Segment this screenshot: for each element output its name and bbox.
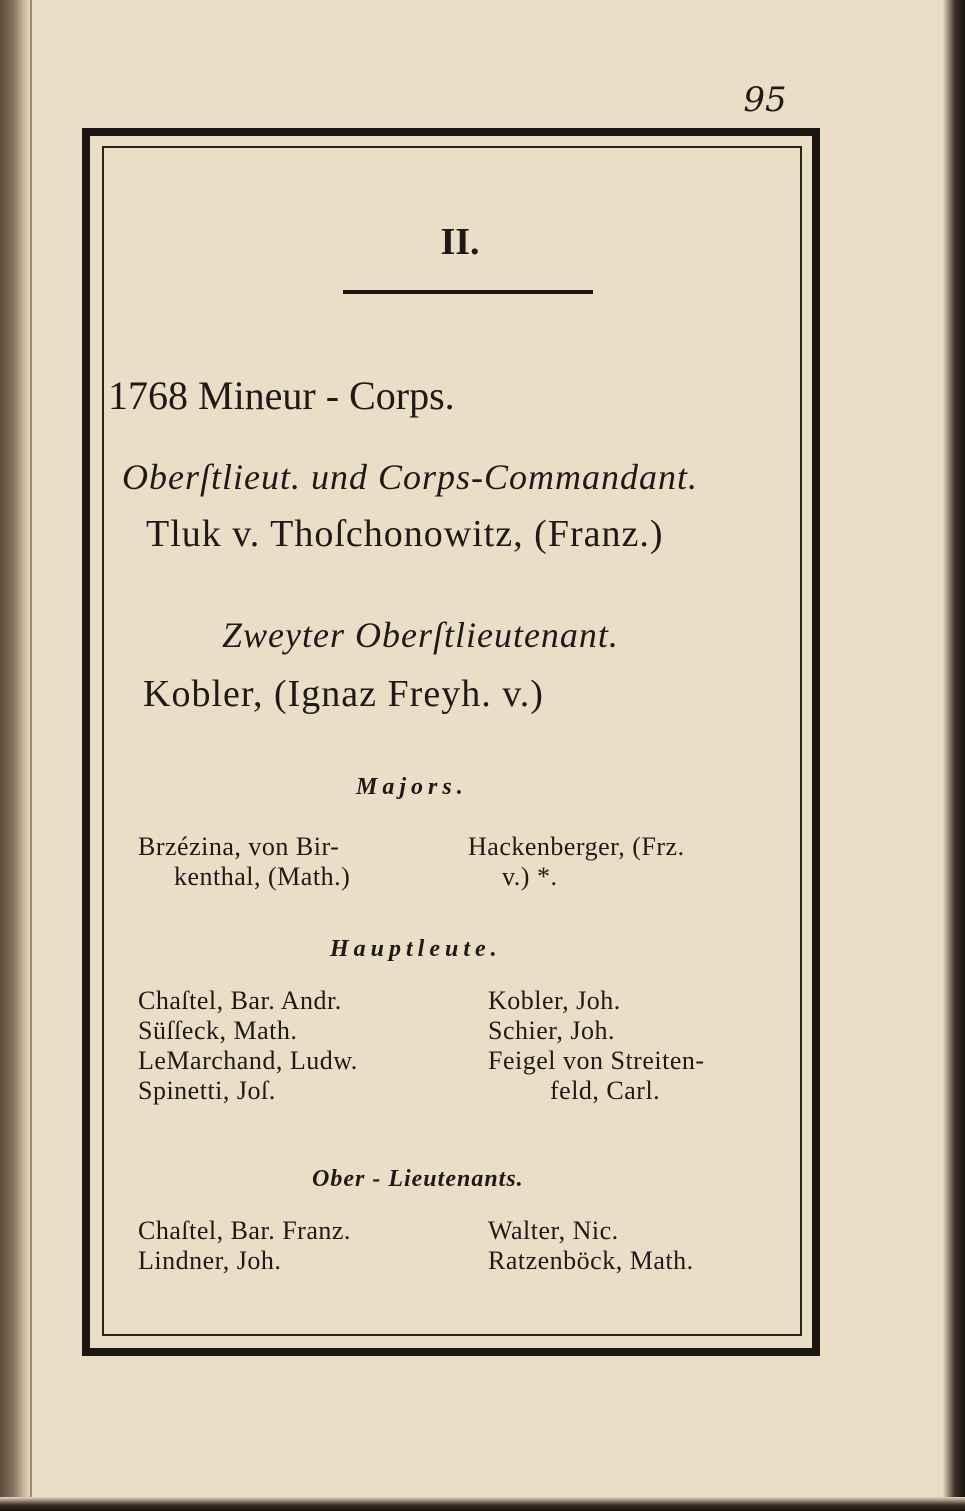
second-lt-colonel-name: Kobler, (Ignaz Freyh. v.) xyxy=(143,673,544,715)
majors-left-line-1: Brzézina, von Bir- xyxy=(138,832,340,861)
ober-lieutenants-left-line-2: Lindner, Joh. xyxy=(138,1246,282,1275)
gutter-line xyxy=(30,0,32,1511)
hauptleute-left-line-3: LeMarchand, Ludw. xyxy=(138,1046,358,1075)
hauptleute-left-line-1: Chaſtel, Bar. Andr. xyxy=(138,986,342,1015)
ober-lieutenants-right-column xyxy=(488,1216,694,1276)
majors-right-line-2: v.) *. xyxy=(502,862,558,891)
second-lt-colonel-title: Zweyter Oberſtlieutenant. xyxy=(222,615,619,655)
hauptleute-right-line-1: Kobler, Joh. xyxy=(488,986,621,1015)
hauptleute-right-line-3: Feigel von Streiten- xyxy=(488,1046,705,1075)
ober-lieutenants-left-line-1: Chaſtel, Bar. Franz. xyxy=(138,1216,351,1245)
hauptleute-left-line-2: Süſſeck, Math. xyxy=(138,1016,298,1045)
corps-heading: 1768 Mineur - Corps. xyxy=(108,373,455,418)
commander-title: Oberſtlieut. und Corps-Commandant. xyxy=(122,457,699,497)
page-edge-bottom xyxy=(0,1497,965,1511)
section-rule xyxy=(343,290,593,294)
ober-lieutenants-heading: Ober - Lieutenants. xyxy=(312,1166,524,1192)
majors-heading: Majors. xyxy=(356,774,468,800)
hauptleute-heading: Hauptleute. xyxy=(330,936,502,962)
majors-left-line-2: kenthal, (Math.) xyxy=(174,862,351,891)
commander-name: Tluk v. Thoſchonowitz, (Franz.) xyxy=(146,513,664,555)
majors-left-column xyxy=(138,832,350,892)
hauptleute-right-line-2: Schier, Joh. xyxy=(488,1016,615,1045)
ober-lieutenants-right-line-1: Walter, Nic. xyxy=(488,1216,619,1245)
ober-lieutenants-left-column xyxy=(138,1216,351,1276)
majors-right-line-1: Hackenberger, (Frz. xyxy=(468,832,685,861)
page-edge-right xyxy=(943,0,965,1511)
inner-frame xyxy=(102,146,802,1336)
majors-right-column xyxy=(468,832,685,892)
hauptleute-right-line-4: feld, Carl. xyxy=(550,1076,661,1105)
book-spine-gutter xyxy=(0,0,30,1511)
section-numeral: II. xyxy=(440,221,480,263)
ober-lieutenants-right-line-2: Ratzenböck, Math. xyxy=(488,1246,694,1275)
page-number: 95 xyxy=(743,80,787,120)
hauptleute-left-line-4: Spinetti, Joſ. xyxy=(138,1076,276,1105)
hauptleute-right-column xyxy=(488,986,705,1106)
hauptleute-left-column xyxy=(138,986,358,1106)
